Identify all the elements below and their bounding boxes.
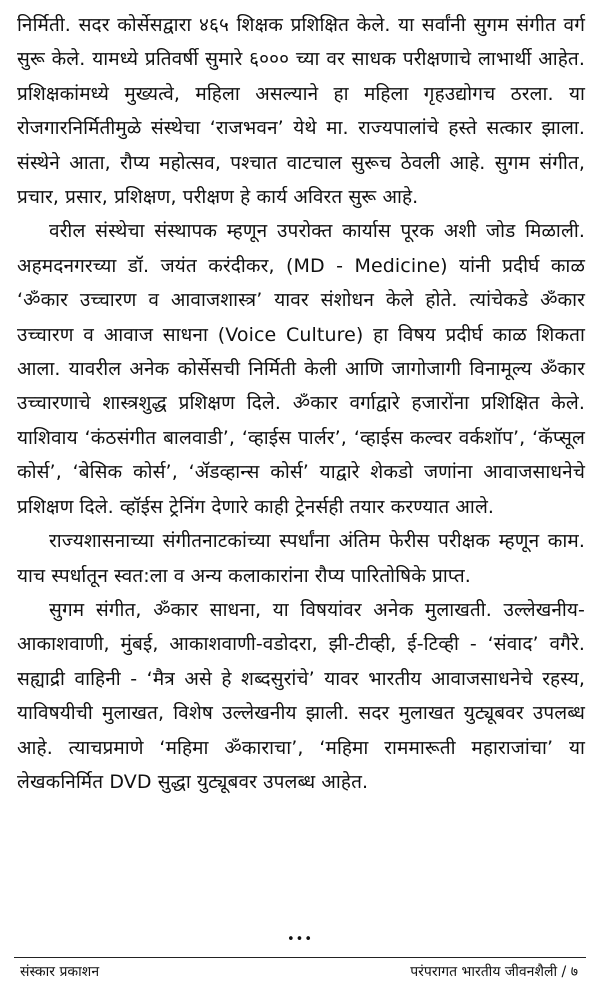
paragraph-1: निर्मिती. सदर कोर्सेसद्वारा ४६५ शिक्षक प्रशिक्षित केले. या सर्वांनी सुगम संगीत वर्ग सुरू केले. यामध्ये प्रतिवर्षी सुमारे ६००० च्या वर साधक परीक्षणाचे लाभार्थी आहेत. प्रशिक्षकांमध्ये मुख्यत्वे, महिला असल्याने हा महिला गृहउद्योगच ठरला. या रोजगारनिर्मितीमुळे संस्थेचा ‘राजभवन’ येथे मा. राज्यपालांचे हस्ते सत्कार झाला. संस्थेने आता, रौप्य महोत्सव, पश्चात वाटचाल सुरूच ठेवली आहे. सुगम संगीत, प्रचार, प्रसार, प्रशिक्षण, परीक्षण हे कार्य अविरत सुरू आहे.: [17, 14, 585, 209]
running-footer-title: परंपरागत भारतीय जीवनशैली / ७: [410, 964, 578, 980]
paragraph-2: वरील संस्थेचा संस्थापक म्हणून उपरोक्त कार्यास पूरक अशी जोड मिळाली. अहमदनगरच्या डॉ. जयंत करंदीकर, (MD - Medicine) यांनी प्रदीर्घ काळ ‘ॐकार उच्चारण व आवाजशास्त्र’ यावर संशोधन केले होते. त्यांचेकडे ॐकार उच्चारण व आवाज साधना (Voice Culture) हा विषय प्रदीर्घ काळ शिकता आला. यावरील अनेक कोर्सेसची निर्मिती केली आणि जागोजागी विनामूल्य ॐकार उच्चारणाचे शास्त्रशुद्ध प्रशिक्षण दिले. ॐकार वर्गाद्वारे हजारोंना प्रशिक्षित केले. याशिवाय ‘कंठसंगीत बालवाडी’, ‘व्हाईस पार्लर’, ‘व्हाईस कल्वर वर्कशॉप’, ‘कॅप्सूल कोर्स’, ‘बेसिक कोर्स’, ‘ॲडव्हान्स कोर्स’ याद्वारे शेकडो जणांना आवाजसाधनेचे प्रशिक्षण दिले. व्हॉईस ट्रेनिंग देणारे काही ट्रेनर्सही तयार करण्यात आले.: [17, 220, 585, 518]
footer-divider: [14, 957, 586, 958]
publisher-name: संस्कार प्रकाशन: [20, 964, 100, 980]
paragraph-3: राज्यशासनाच्या संगीतनाटकांच्या स्पर्धांना अंतिम फेरीस परीक्षक म्हणून काम. याच स्पर्धातून स्वत:ला व अन्य कलाकारांना रौप्य पारितोषिके प्राप्त.: [17, 530, 585, 587]
body-text: [17, 8, 585, 799]
paragraph-4: सुगम संगीत, ॐकार साधना, या विषयांवर अनेक मुलाखती. उल्लेखनीय- आकाशवाणी, मुंबई, आकाशवाणी-वडोदरा, झी-टीव्ही, ई-टिव्ही - ‘संवाद’ वगैरे. सह्याद्री वाहिनी - ‘मैत्र असे हे शब्दसुरांचे’ यावर भारतीय आवाजसाधनेचे रहस्य, याविषयीची मुलाखत, विशेष उल्लेखनीय झाली. सदर मुलाखत युट्यूबवर उपलब्ध आहे. त्याचप्रमाणे ‘महिमा ॐकाराचा’, ‘महिमा राममारूती महाराजांचा’ या लेखकनिर्मित DVD सुद्धा युट्यूबवर उपलब्ध आहेत.: [17, 598, 585, 793]
section-ornament: •••: [286, 932, 313, 947]
